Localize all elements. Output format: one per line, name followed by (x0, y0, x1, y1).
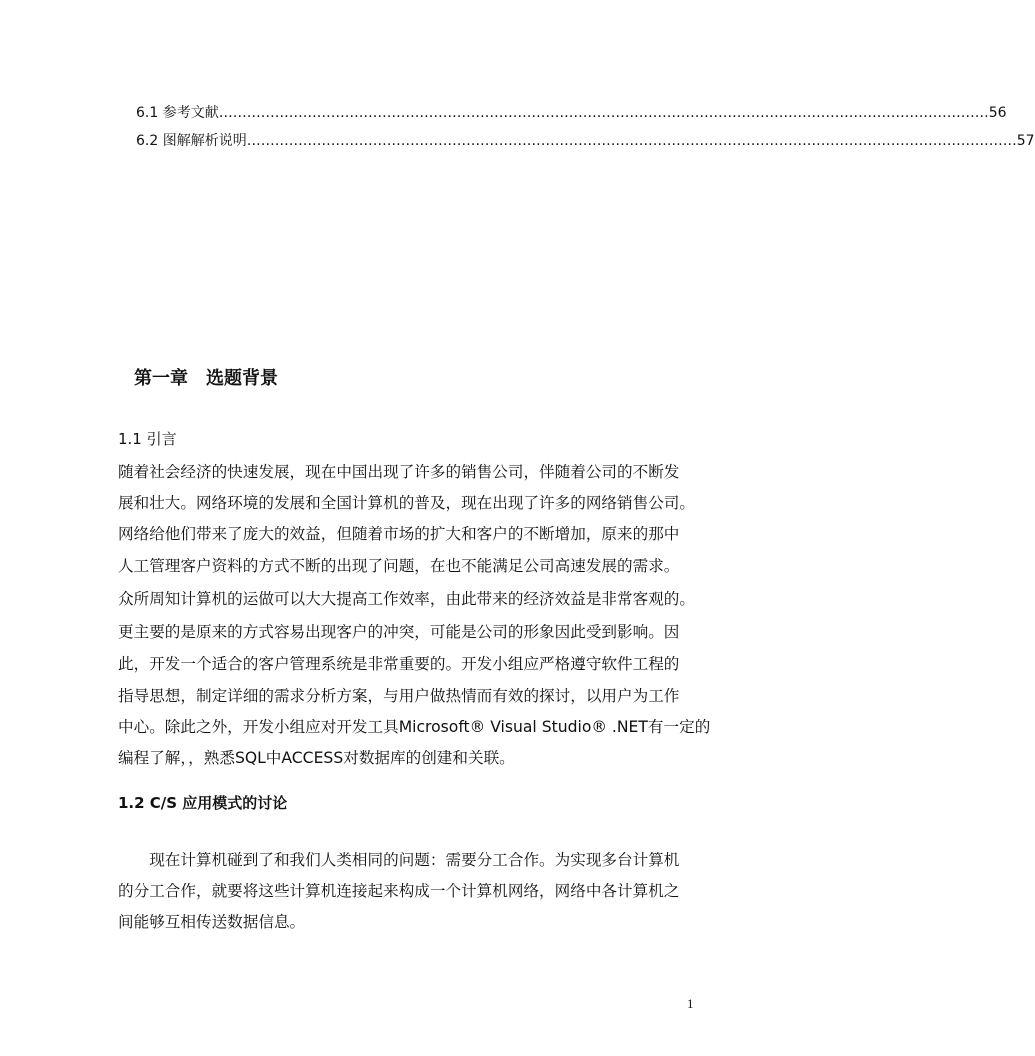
paragraph-line: 更主要的是原来的方式容易出现客户的冲突，可能是公司的形象因此受到影响。因 (118, 623, 680, 641)
paragraph-line: 指导思想，制定详细的需求分析方案，与用户做热情而有效的探讨，以用户为工作 (118, 687, 680, 705)
paragraph-line: 编程了解，，熟悉SQL中ACCESS对数据库的创建和关联。 (118, 749, 515, 767)
paragraph-line: 此，开发一个适合的客户管理系统是非常重要的。开发小组应严格遵守软件工程的 (118, 655, 680, 673)
paragraph-line: 的分工合作，就要将这些计算机连接起来构成一个计算机网络，网络中各计算机之 (118, 882, 680, 900)
paragraph-line: 现在计算机碰到了和我们人类相同的问题：需要分工合作。为实现多台计算机 (118, 851, 680, 869)
toc-entry (136, 102, 1007, 122)
toc-entry-label: 6.1 参考文献 (136, 105, 219, 121)
paragraph-line: 中心。除此之外，开发小组应对开发工具Microsoft® Visual Studio® .NET有一定的 (118, 718, 711, 736)
paragraph-line: 间能够互相传送数据信息。 (118, 913, 306, 931)
toc-entry-label: 6.2 图解解析说明 (136, 133, 247, 149)
toc-entry-page: 57 (1016, 133, 1035, 149)
page-number: 1 (687, 996, 694, 1011)
section-heading: 1.1 引言 (118, 430, 177, 448)
toc-leader-dots: ………………………………………………………………………………………………………………………………………………… (246, 133, 1017, 149)
section-heading: 1.2 C/S 应用模式的讨论 (118, 794, 288, 812)
paragraph-line: 网络给他们带来了庞大的效益，但随着市场的扩大和客户的不断增加，原来的那中 (118, 525, 680, 543)
chapter-title: 第一章 选题背景 (134, 368, 278, 389)
toc-leader-dots: ………………………………………………………………………………………………………………………………………………… (218, 105, 989, 121)
toc-entry-page: 56 (988, 105, 1007, 121)
paragraph-line: 随着社会经济的快速发展，现在中国出现了许多的销售公司，伴随着公司的不断发 (118, 463, 680, 481)
paragraph-line: 人工管理客户资料的方式不断的出现了问题，在也不能满足公司高速发展的需求。 (118, 557, 680, 575)
toc-entry (136, 130, 1035, 150)
paragraph-line: 展和壮大。网络环境的发展和全国计算机的普及，现在出现了许多的网络销售公司。 (118, 494, 695, 512)
paragraph-line: 众所周知计算机的运做可以大大提高工作效率，由此带来的经济效益是非常客观的。 (118, 590, 695, 608)
